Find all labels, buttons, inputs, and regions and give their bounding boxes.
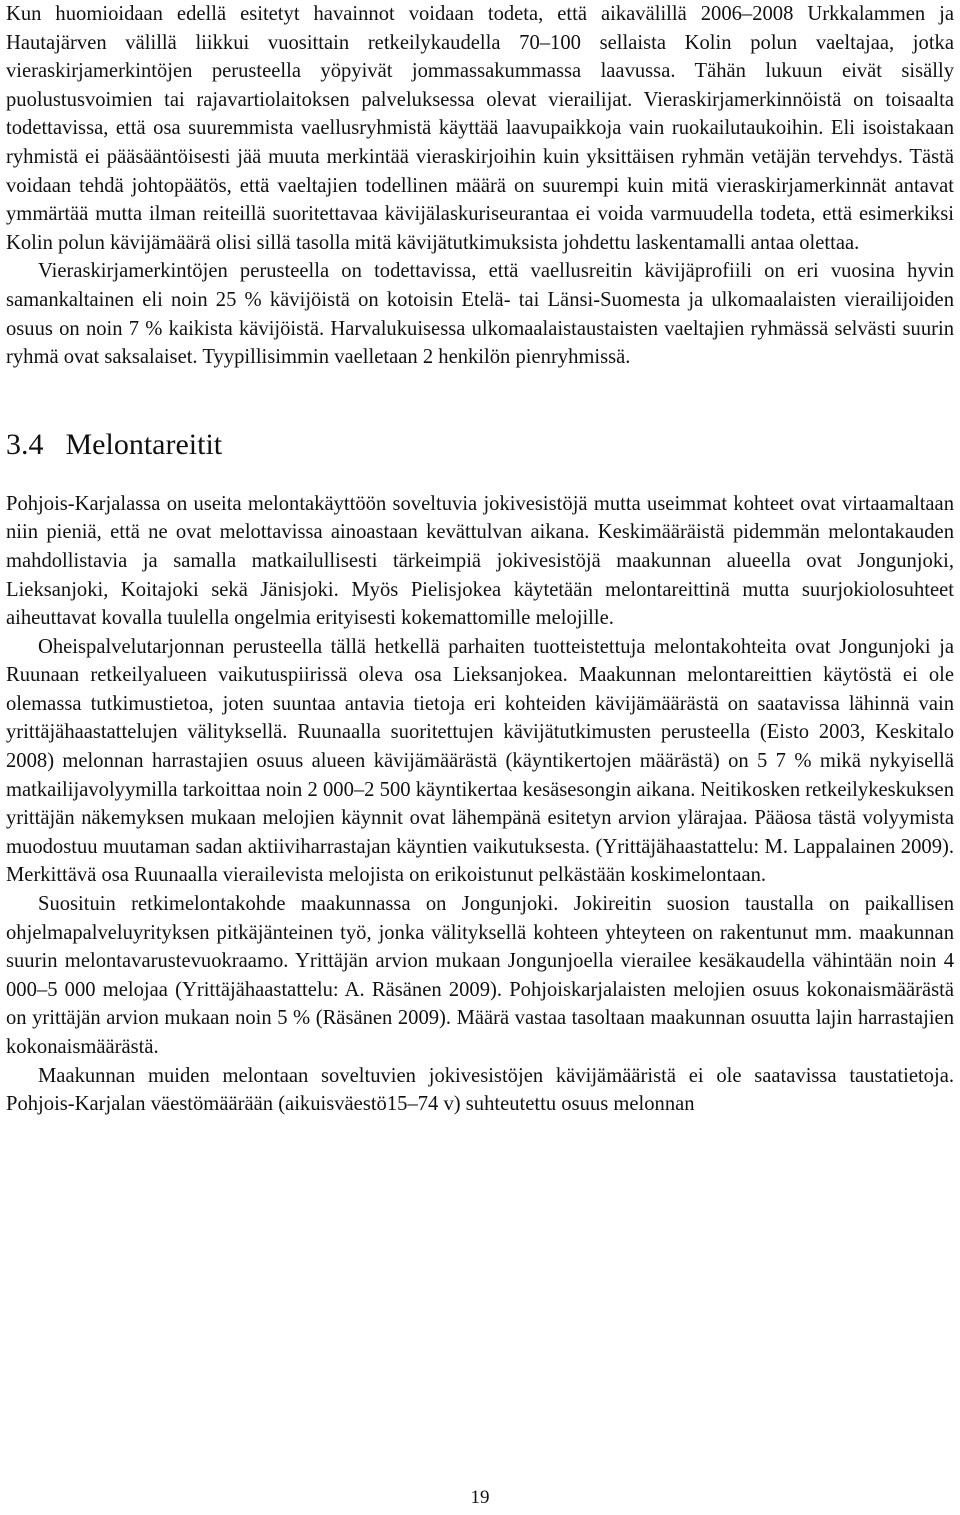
paragraph: Kun huomioidaan edellä esitetyt havainnot voidaan todeta, että aikavälillä 2006–2008 Urkkalammen ja Hautajärven välillä liikkui vuosittain retkeilykaudella 70–100 sellaista Kolin polun vaeltajaa, jotka vieraskirjamerkintöjen perusteella yöpyivät jommassakummassa laavussa. Tähän lukuun eivät sisälly puolustusvoimien tai rajavartiolaitoksen palveluksessa olevat vierailijat. Vieraskirjamerkinnöistä on toisaalta todettavissa, että osa suuremmista vaellusryhmistä käyttää laavupaikkoja vain ruokailutaukoihin. Eli isoistakaan ryhmistä ei pääsääntöisesti jää muuta merkintää vieraskirjoihin kuin yksittäisen ryhmän vetäjän tervehdys. Tästä voidaan tehdä johtopäätös, että vaeltajien todellinen määrä on suurempi kuin mitä vieraskirjamerkinnät antavat ymmärtää mutta ilman reiteillä suoritettavaa kävijälaskuriseurantaa ei voida varmuudella todeta, että esimerkiksi Kolin polun kävijämäärä olisi sillä tasolla mitä kävijätutkimuksista johdettu laskentamalli antaa olettaa. — [6, 3, 954, 254]
paragraph: Vieraskirjamerkintöjen perusteella on todettavissa, että vaellusreitin kävijäprofiili on eri vuosina hyvin samankaltainen eli noin 25 % kävijöistä on kotoisin Etelä- tai Länsi-Suomesta ja ulkomaalaisten vierailijoiden osuus on noin 7 % kaikista kävijöistä. Harvalukuisessa ulkomaalaistaustaisten vaeltajien ryhmässä selvästi suurin ryhmä ovat saksalaiset. Tyypillisimmin vaelletaan 2 henkilön pienryhmissä. — [6, 260, 954, 369]
paragraph: Oheispalvelutarjonnan perusteella tällä hetkellä parhaiten tuotteistettuja melontakohteita ovat Jongunjoki ja Ruunaan retkeilyalueen vaikutuspiirissä oleva osa Lieksanjokea. Maakunnan melontareittien käytöstä ei ole olemassa tutkimustietoa, joten suuntaa antavia tietoja eri kohteiden kävijämäärästä on saatavissa lähinnä vain yrittäjähaastattelujen välityksellä. Ruunaalla suoritettujen kävijätutkimusten perusteella (Eisto 2003, Keskitalo 2008) melonnan harrastajien osuus alueen kävijämäärästä (käyntikertojen määrästä) on 5 7 % mikä nykyisellä matkailijavolyymilla tarkoittaa noin 2 000–2 500 käyntikertaa kesäsesongin aikana. Neitikosken retkeilykeskuksen yrittäjän näkemyksen mukaan melojien käynnit ovat lähempänä esitetyn arvion ylärajaa. Pääosa tästä volyymista muodostuu muutaman sadan aktiiviharrastajan käyntien vaikutuksesta. (Yrittäjähaastattelu: M. Lappalainen 2009). Merkittävä osa Ruunaalla vierailevista melojista on erikoistunut pelkästään koskimelontaan. — [6, 635, 954, 887]
document-page — [6, 0, 954, 1119]
paragraph: Pohjois-Karjalassa on useita melontakäyttöön soveltuvia jokivesistöjä mutta useimmat kohteet ovat virtaamaltaan niin pieniä, että ne ovat melottavissa ainoastaan kevättulvan aikana. Keskimääräistä pidemmän melontakauden mahdollistavia ja samalla matkailullisesti tärkeimpiä jokivesistöjä maakunnan alueella ovat Jongunjoki, Lieksanjoki, Koitajoki sekä Jänisjoki. Myös Pielisjokea käytetään melontareittinä mutta suurjokiolosuhteet aiheuttavat kovalla tuulella ongelmia erityisesti kokemattomille melojille. — [6, 492, 954, 630]
section-heading — [6, 426, 954, 464]
section-title: Melontareitit — [65, 427, 223, 461]
paragraph: Maakunnan muiden melontaan soveltuvien jokivesistöjen kävijämääristä ei ole saatavissa taustatietoja. Pohjois-Karjalan väestömäärään (aikuisväestö15–74 v) suhteutettu osuus melonnan — [6, 1064, 954, 1116]
section-number: 3.4 — [6, 427, 44, 461]
paragraph: Suosituin retkimelontakohde maakunnassa on Jongunjoki. Jokireitin suosion taustalla on paikallisen ohjelmapalveluyrityksen pitkäjänteinen työ, jonka välityksellä kohteen yhteyteen on rakentunut mm. maakunnan suurin melontavarustevuokraamo. Yrittäjän arvion mukaan Jongunjoella vierailee kesäkaudella vähintään noin 4 000–5 000 melojaa (Yrittäjähaastattelu: A. Räsänen 2009). Pohjoiskarjalaisten melojien osuus kokonaismäärästä on yrittäjän arvion mukaan noin 5 % (Räsänen 2009). Määrä vastaa tasoltaan maakunnan osuutta lajin harrastajien kokonaismäärästä. — [6, 893, 954, 1058]
page-number: 19 — [470, 1487, 490, 1508]
